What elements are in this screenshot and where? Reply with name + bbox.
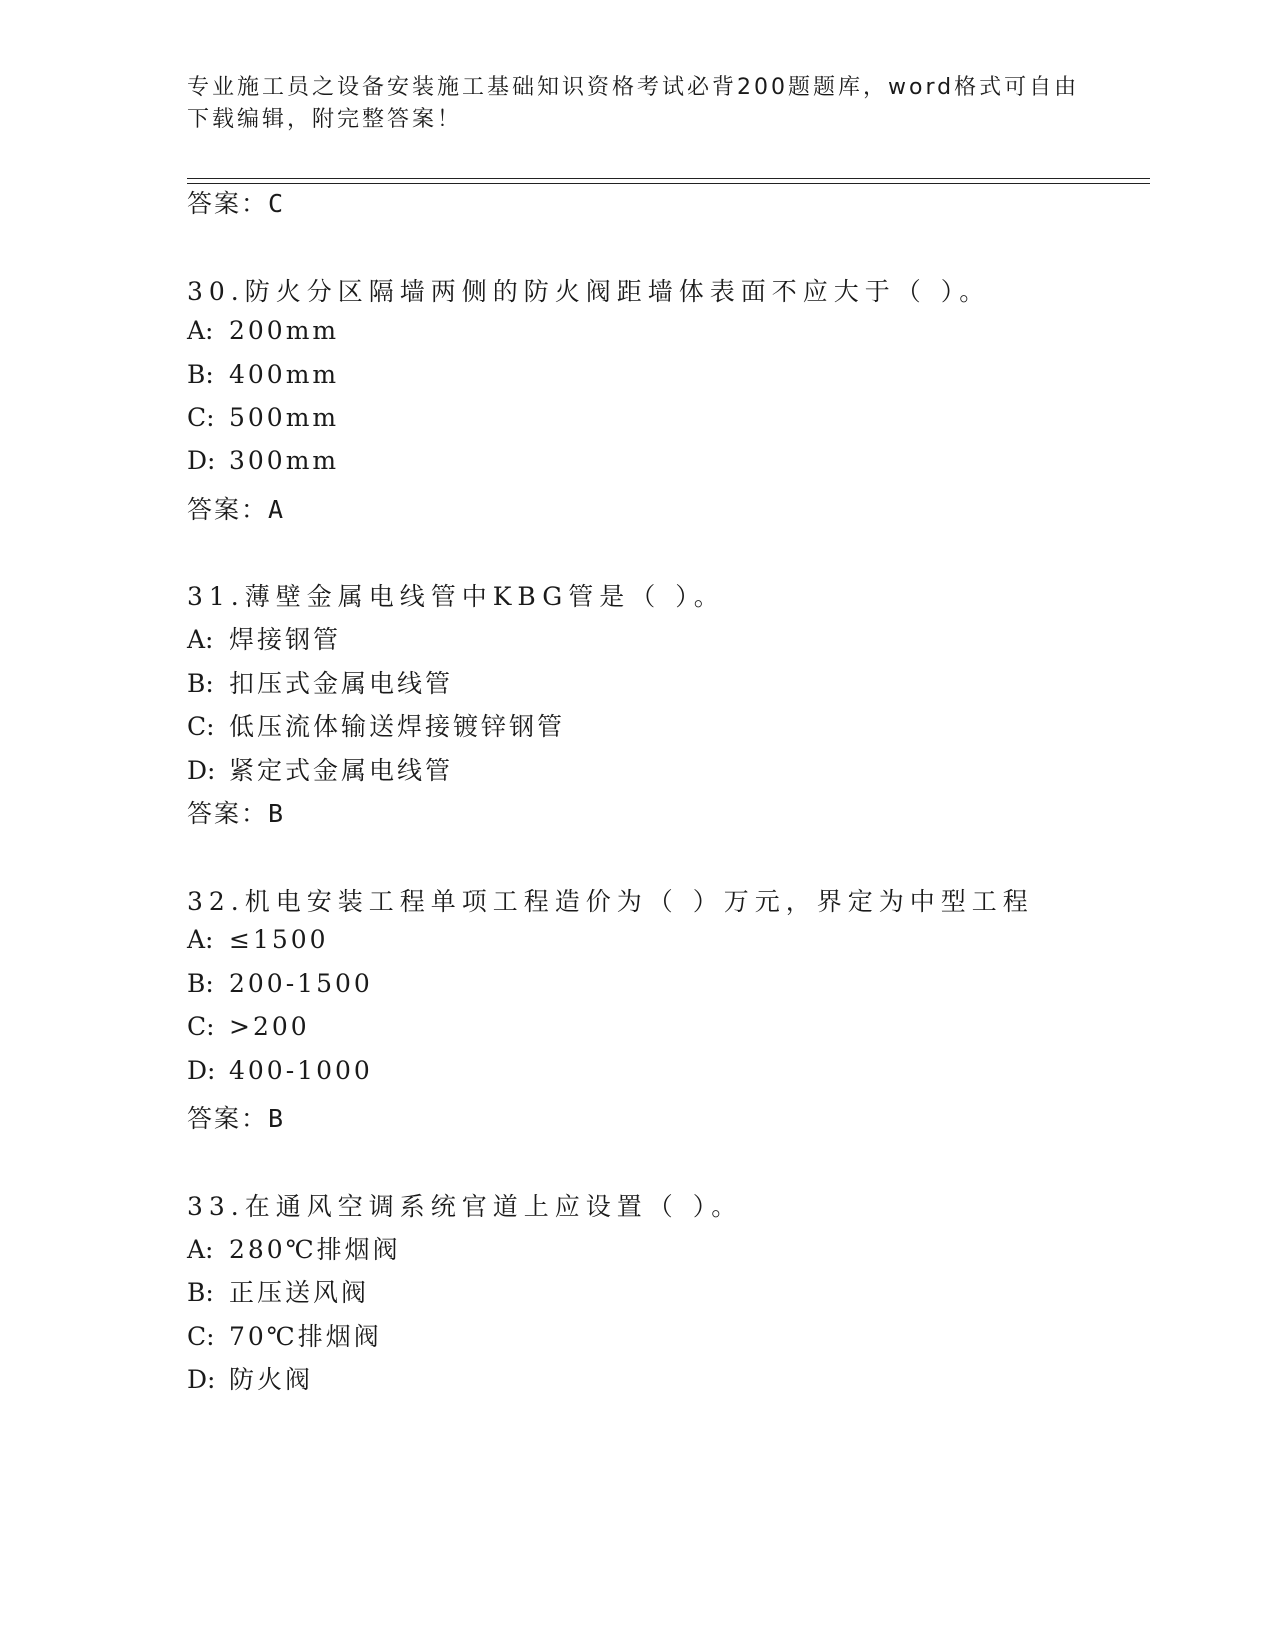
option-b — [187, 969, 373, 998]
answer-value: C — [268, 189, 284, 218]
option-label: B: — [187, 669, 214, 698]
option-label: B: — [187, 360, 214, 389]
header-line-2: 下载编辑，附完整答案！ — [187, 107, 463, 132]
answer-value: B — [268, 1104, 284, 1133]
option-label: C: — [187, 712, 215, 741]
option-text: 70℃排烟阀 — [229, 1322, 382, 1351]
option-a — [187, 1230, 401, 1266]
question-stem: 33.在通风空调系统官道上应设置（ ）。 — [187, 1192, 743, 1221]
option-label: D: — [187, 446, 216, 475]
option-text: 正压送风阀 — [229, 1278, 370, 1307]
answer-value: B — [268, 799, 284, 828]
option-text: 扣压式金属电线管 — [229, 669, 454, 698]
option-a — [187, 925, 329, 954]
answer-line — [187, 184, 283, 220]
option-b — [187, 1273, 369, 1309]
option-label: C: — [187, 403, 215, 432]
answer-line — [187, 490, 283, 526]
option-label: D: — [187, 1056, 216, 1085]
option-text: 200-1500 — [229, 969, 373, 998]
option-d — [187, 1360, 313, 1396]
option-label: C: — [187, 1012, 215, 1041]
option-d — [187, 1056, 373, 1085]
question-stem: 32.机电安装工程单项工程造价为（ ）万元，界定为中型工程 — [187, 887, 1034, 916]
header-divider-top — [187, 178, 1150, 179]
option-text: 400mm — [229, 360, 340, 389]
answer-value: A — [268, 495, 284, 524]
option-c — [187, 707, 565, 743]
question-stem: 30.防火分区隔墙两侧的防火阀距墙体表面不应大于（ ）。 — [187, 277, 991, 306]
option-label: A: — [187, 625, 214, 654]
option-label: A: — [187, 316, 214, 345]
option-label: C: — [187, 1322, 215, 1351]
option-label: A: — [187, 925, 214, 954]
option-text: ≤1500 — [229, 925, 329, 954]
question-stem: 31.薄壁金属电线管中KBG管是（ ）。 — [187, 582, 725, 611]
header-line-1: 专业施工员之设备安装施工基础知识资格考试必背200题题库，word格式可自由 — [187, 75, 1080, 100]
option-c — [187, 1012, 310, 1041]
option-text: 焊接钢管 — [229, 625, 342, 654]
option-b — [187, 664, 453, 700]
option-label: A: — [187, 1235, 214, 1264]
option-text: 500mm — [229, 403, 340, 432]
option-text: 紧定式金属电线管 — [229, 756, 454, 785]
option-a — [187, 316, 339, 345]
option-text: 防火阀 — [229, 1365, 314, 1394]
option-label: D: — [187, 1365, 216, 1394]
answer-prefix: 答案： — [187, 495, 269, 524]
answer-prefix: 答案： — [187, 1104, 269, 1133]
option-text: 200mm — [229, 316, 340, 345]
option-c — [187, 403, 339, 432]
option-label: D: — [187, 756, 216, 785]
document-header — [187, 72, 1087, 136]
answer-line — [187, 1099, 283, 1135]
option-c — [187, 1317, 382, 1353]
option-d — [187, 751, 453, 787]
option-text: 280℃排烟阀 — [229, 1235, 401, 1264]
option-text: 400-1000 — [229, 1056, 373, 1085]
answer-prefix: 答案： — [187, 189, 269, 218]
option-label: B: — [187, 969, 214, 998]
option-a — [187, 620, 341, 656]
option-d — [187, 446, 339, 475]
option-label: B: — [187, 1278, 214, 1307]
header-divider-bottom — [187, 183, 1150, 184]
answer-line — [187, 794, 283, 830]
answer-prefix: 答案： — [187, 799, 269, 828]
option-text: >200 — [229, 1012, 310, 1041]
option-text: 300mm — [229, 446, 340, 475]
option-b — [187, 360, 339, 389]
option-text: 低压流体输送焊接镀锌钢管 — [229, 712, 566, 741]
